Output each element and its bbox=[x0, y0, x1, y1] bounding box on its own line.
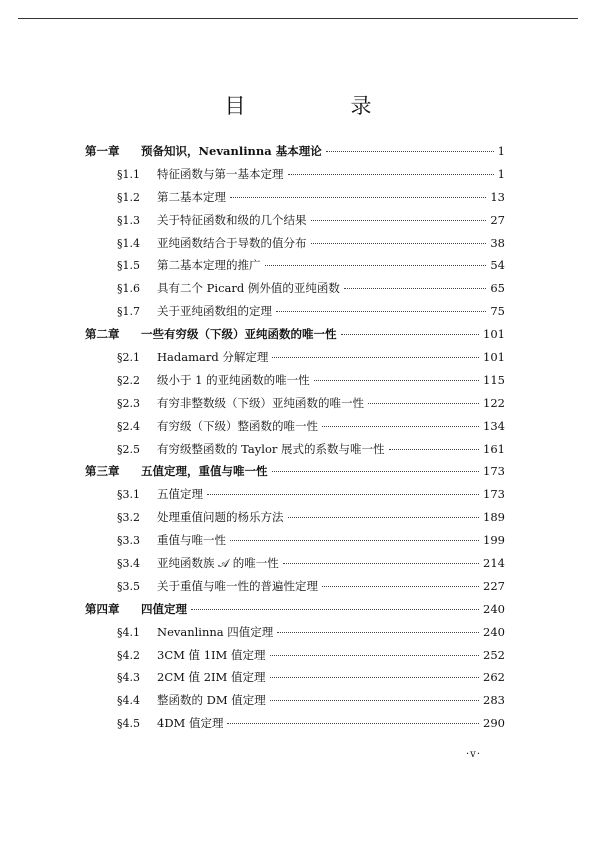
entry-number: §2.1 bbox=[117, 351, 140, 365]
entry-page-number: 122 bbox=[483, 395, 505, 410]
dot-leader bbox=[283, 563, 479, 564]
toc-section-entry[interactable] bbox=[85, 624, 505, 647]
entry-number: §1.2 bbox=[117, 190, 140, 204]
entry-title: 2CM 值 2IM 值定理 bbox=[157, 670, 266, 685]
entry-page-number: 252 bbox=[483, 647, 505, 662]
dot-leader bbox=[277, 632, 479, 633]
entry-number: §3.1 bbox=[117, 488, 140, 502]
toc-section-entry[interactable] bbox=[85, 692, 505, 715]
entry-number: §4.5 bbox=[117, 717, 140, 731]
dot-leader bbox=[270, 700, 479, 701]
entry-page-number: 173 bbox=[483, 487, 505, 502]
entry-title: 具有二个 Picard 例外值的亚纯函数 bbox=[157, 281, 340, 296]
toc-section-entry[interactable] bbox=[85, 212, 505, 235]
entry-page-number: 1 bbox=[497, 144, 505, 158]
entry-number: §2.4 bbox=[117, 419, 140, 433]
entry-title: 特征函数与第一基本定理 bbox=[157, 166, 284, 181]
entry-page-number: 27 bbox=[490, 212, 505, 227]
toc-chapter-entry[interactable] bbox=[85, 326, 505, 349]
entry-page-number: 38 bbox=[490, 235, 505, 250]
toc-section-entry[interactable] bbox=[85, 578, 505, 601]
toc-section-entry[interactable] bbox=[85, 349, 505, 372]
dot-leader bbox=[227, 723, 479, 724]
entry-page-number: 101 bbox=[483, 350, 505, 365]
entry-number: §3.5 bbox=[117, 579, 140, 593]
page-number: ·v· bbox=[466, 749, 482, 760]
dot-leader bbox=[230, 540, 479, 541]
entry-title: 级小于 1 的亚纯函数的唯一性 bbox=[157, 372, 310, 387]
toc-section-entry[interactable] bbox=[85, 189, 505, 212]
dot-leader bbox=[322, 426, 479, 427]
dot-leader bbox=[230, 197, 486, 198]
entry-number: §4.1 bbox=[117, 625, 140, 639]
entry-number: §1.7 bbox=[117, 305, 140, 319]
entry-number: §3.3 bbox=[117, 534, 140, 548]
entry-page-number: 262 bbox=[483, 670, 505, 685]
dot-leader bbox=[288, 174, 494, 175]
dot-leader bbox=[270, 677, 480, 678]
dot-leader bbox=[288, 517, 480, 518]
entry-title: 四值定理 bbox=[141, 601, 187, 616]
entry-title: 五值定理，重值与唯一性 bbox=[141, 464, 268, 479]
entry-page-number: 189 bbox=[483, 510, 505, 525]
entry-number: §4.2 bbox=[117, 648, 140, 662]
toc-section-entry[interactable] bbox=[85, 532, 505, 555]
dot-leader bbox=[341, 334, 480, 335]
dot-leader bbox=[389, 449, 480, 450]
toc-chapter-entry[interactable] bbox=[85, 463, 505, 486]
dot-leader bbox=[314, 380, 479, 381]
dot-leader bbox=[276, 311, 486, 312]
entry-number: 第三章 bbox=[85, 464, 120, 479]
entry-page-number: 13 bbox=[490, 189, 505, 204]
entry-number: §2.5 bbox=[117, 442, 140, 456]
entry-page-number: 283 bbox=[483, 693, 505, 708]
toc-section-entry[interactable] bbox=[85, 555, 505, 578]
dot-leader bbox=[322, 586, 479, 587]
entry-page-number: 227 bbox=[483, 578, 505, 593]
entry-title: 重值与唯一性 bbox=[157, 533, 226, 548]
entry-page-number: 173 bbox=[483, 464, 505, 479]
entry-title: 亚纯函数结合于导数的值分布 bbox=[157, 235, 307, 250]
entry-title: Hadamard 分解定理 bbox=[157, 350, 269, 365]
entry-number: §1.4 bbox=[117, 236, 140, 250]
entry-title: Nevanlinna 四值定理 bbox=[157, 624, 274, 639]
table-of-contents bbox=[85, 143, 505, 738]
entry-page-number: 134 bbox=[483, 418, 505, 433]
entry-title: 3CM 值 1IM 值定理 bbox=[157, 647, 266, 662]
entry-number: §4.4 bbox=[117, 694, 140, 708]
toc-section-entry[interactable] bbox=[85, 669, 505, 692]
entry-page-number: 115 bbox=[483, 372, 505, 387]
entry-page-number: 54 bbox=[490, 258, 505, 273]
entry-title: 4DM 值定理 bbox=[157, 716, 224, 731]
entry-title: 第二基本定理 bbox=[157, 189, 226, 204]
entry-page-number: 214 bbox=[483, 556, 505, 571]
entry-page-number: 240 bbox=[483, 624, 505, 639]
toc-section-entry[interactable] bbox=[85, 509, 505, 532]
entry-title: 五值定理 bbox=[157, 487, 203, 502]
toc-section-entry[interactable] bbox=[85, 418, 505, 441]
toc-chapter-entry[interactable] bbox=[85, 143, 505, 166]
dot-leader bbox=[207, 494, 479, 495]
entry-page-number: 75 bbox=[490, 304, 505, 319]
entry-number: §3.4 bbox=[117, 557, 140, 571]
entry-number: §1.1 bbox=[117, 167, 140, 181]
entry-number: §2.2 bbox=[117, 373, 140, 387]
entry-number: §1.6 bbox=[117, 282, 140, 296]
entry-number: §3.2 bbox=[117, 511, 140, 525]
toc-section-entry[interactable] bbox=[85, 395, 505, 418]
entry-number: §1.3 bbox=[117, 213, 140, 227]
entry-page-number: 65 bbox=[490, 281, 505, 296]
toc-section-entry[interactable] bbox=[85, 486, 505, 509]
entry-title: 亚纯函数族 𝒜 的唯一性 bbox=[157, 556, 279, 571]
toc-section-entry[interactable] bbox=[85, 235, 505, 258]
dot-leader bbox=[344, 288, 486, 289]
dot-leader bbox=[272, 357, 479, 358]
entry-title: 预备知识，Nevanlinna 基本理论 bbox=[141, 144, 322, 158]
dot-leader bbox=[270, 655, 480, 656]
dot-leader bbox=[265, 265, 487, 266]
entry-title: 关于特征函数和级的几个结果 bbox=[157, 212, 307, 227]
dot-leader bbox=[311, 243, 487, 244]
entry-page-number: 161 bbox=[483, 441, 505, 456]
entry-number: §1.5 bbox=[117, 259, 140, 273]
toc-chapter-entry[interactable] bbox=[85, 601, 505, 624]
entry-title: 一些有穷级（下级）亚纯函数的唯一性 bbox=[141, 327, 337, 342]
entry-title: 有穷级（下级）整函数的唯一性 bbox=[157, 418, 318, 433]
entry-title: 有穷级整函数的 Taylor 展式的系数与唯一性 bbox=[157, 441, 385, 456]
entry-page-number: 101 bbox=[483, 327, 505, 342]
toc-section-entry[interactable] bbox=[85, 647, 505, 670]
toc-section-entry[interactable] bbox=[85, 372, 505, 395]
entry-page-number: 199 bbox=[483, 533, 505, 548]
toc-section-entry[interactable] bbox=[85, 441, 505, 464]
entry-number: §2.3 bbox=[117, 396, 140, 410]
entry-number: 第二章 bbox=[85, 327, 120, 342]
dot-leader bbox=[326, 151, 494, 152]
header-rule bbox=[18, 18, 578, 19]
dot-leader bbox=[311, 220, 487, 221]
entry-title: 第二基本定理的推广 bbox=[157, 258, 261, 273]
dot-leader bbox=[272, 471, 480, 472]
entry-title: 整函数的 DM 值定理 bbox=[157, 693, 266, 708]
entry-page-number: 240 bbox=[483, 601, 505, 616]
entry-number: 第四章 bbox=[85, 601, 120, 616]
toc-section-entry[interactable] bbox=[85, 303, 505, 326]
page-title: 目 录 bbox=[224, 94, 414, 118]
dot-leader bbox=[191, 609, 479, 610]
toc-section-entry[interactable] bbox=[85, 166, 505, 189]
entry-number: §4.3 bbox=[117, 671, 140, 685]
toc-section-entry[interactable] bbox=[85, 715, 505, 738]
entry-number: 第一章 bbox=[85, 144, 120, 158]
toc-section-entry[interactable] bbox=[85, 280, 505, 303]
entry-title: 处理重值问题的杨乐方法 bbox=[157, 510, 284, 525]
dot-leader bbox=[368, 403, 479, 404]
entry-title: 关于重值与唯一性的普遍性定理 bbox=[157, 578, 318, 593]
entry-page-number: 1 bbox=[497, 166, 505, 181]
entry-title: 关于亚纯函数组的定理 bbox=[157, 304, 272, 319]
entry-page-number: 290 bbox=[483, 716, 505, 731]
entry-title: 有穷非整数级（下级）亚纯函数的唯一性 bbox=[157, 395, 364, 410]
toc-section-entry[interactable] bbox=[85, 257, 505, 280]
